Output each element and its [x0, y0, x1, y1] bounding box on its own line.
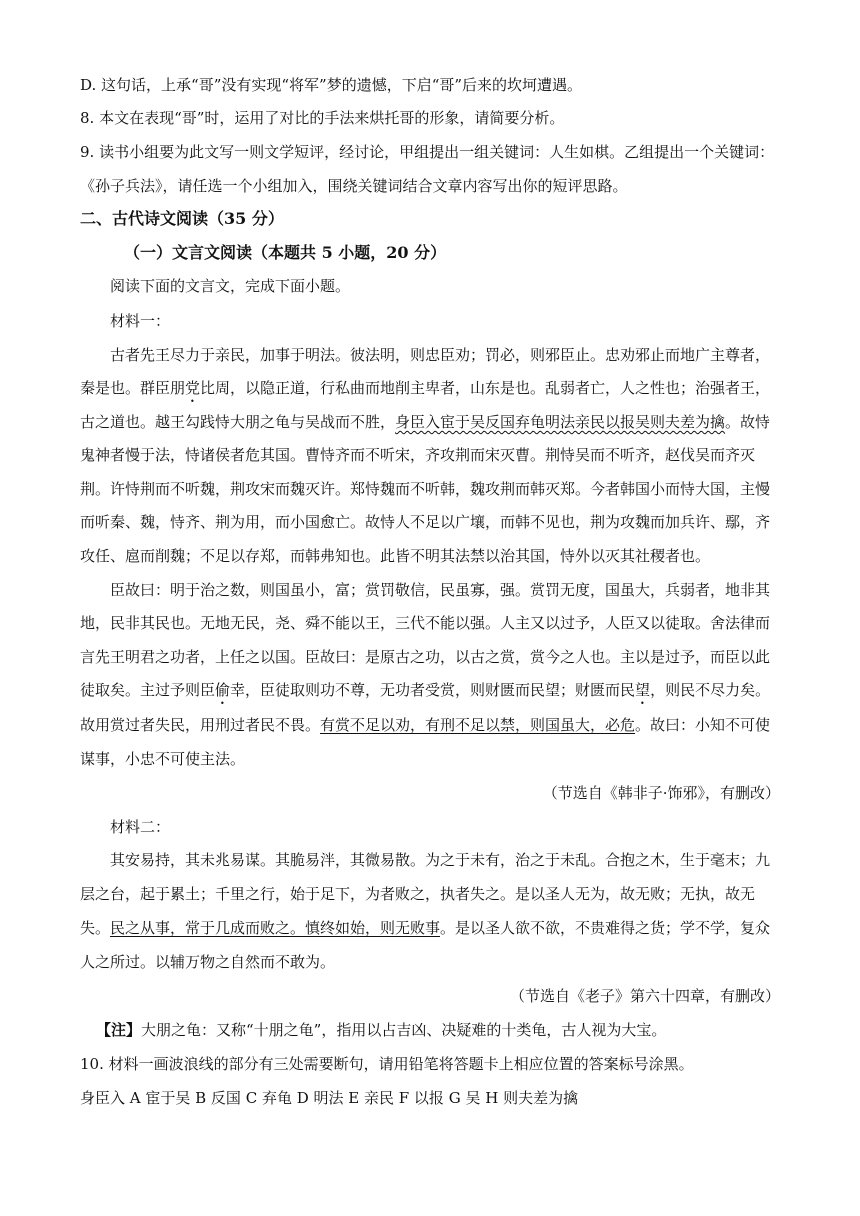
- underlined-sentence: 民之从事，常于几成而败之。慎终如始，则无败事: [110, 919, 441, 937]
- source-citation-2: （节选自《老子》第六十四章，有删改）: [509, 987, 780, 1005]
- material-1-text-line: 攻任、扈而削魏；不足以存郑，而韩弗知也。此皆不明其法禁以治其国，恃外以灭其社稷者也。: [80, 547, 711, 565]
- question-9-line-1: 9. 读书小组要为此文写一则文学短评，经讨论，甲组提出一组关键词：人生如棋。乙组提出一个关键词：: [80, 143, 775, 161]
- question-8: 8. 本文在表现“哥”时，运用了对比的手法来烘托哥的形象，请简要分析。: [80, 109, 565, 127]
- question-10: 10. 材料一画波浪线的部分有三处需要断句，请用铅笔将答题卡上相应位置的答案标号涂黑。: [80, 1055, 694, 1073]
- material-2-text-line: 人之所过。以辅万物之自然而不敢为。: [80, 953, 336, 971]
- material-1-label: 材料一：: [110, 312, 171, 330]
- material-1-text-line: 古之道也。越王勾践恃大朋之龟与吴战而不胜，身臣入宦于吴反国弃龟明法亲民以报吴则夫差为擒。故恃: [80, 413, 771, 431]
- material-1-text-line: 臣故曰：明于治之数，则国虽小，富；赏罚敬信，民虽寡，强。赏罚无度，国虽大，兵弱者，地非其: [110, 581, 771, 599]
- note-tag: 【注】: [96, 1021, 142, 1039]
- material-1-text-line: 故用赏过者失民，用刑过者民不畏。有赏不足以劝，有刑不足以禁，则国虽大，必危。故曰：小知不可使: [80, 716, 771, 734]
- material-2-text-line: 其安易持，其未兆易谋。其脆易泮，其微易散。为之于未有，治之于未乱。合抱之木，生于毫末；九: [110, 851, 771, 869]
- question-10-options: 身臣入 A 宦于吴 B 反国 C 弃龟 D 明法 E 亲民 F 以报 G 吴 H 则夫差为擒: [80, 1089, 579, 1107]
- material-1-text-line: 言先王明君之功者，上任之以国。臣故曰：是原古之功，以古之赏，赏今之人也。主以是过予，而臣以此: [80, 648, 771, 666]
- material-1-text-line: 秦是也。群臣朋党比周，以隐正道，行私曲而地削主卑者，山东是也。乱弱者亡，人之性也；治强者王，: [80, 379, 771, 397]
- material-1-text-line: 徒取矣。主过予则臣偷幸，臣徒取则功不尊，无功者受赏，则财匮而民望；财匮而民望，则民不尽力矣。: [80, 681, 771, 699]
- material-2-text-line: 失。民之从事，常于几成而败之。慎终如始，则无败事。是以圣人欲不欲，不贵难得之货；学不学，复众: [80, 919, 771, 937]
- material-2-text-line: 层之台，起于累土；千里之行，始于足下，为者败之，执者失之。是以圣人无为，故无败；无执，故无: [80, 885, 756, 903]
- instruction: 阅读下面的文言文，完成下面小题。: [110, 277, 351, 295]
- material-1-text-line: 荆。许恃荆而不听魏，荆攻宋而魏灭许。郑恃魏而不听韩，魏攻荆而韩灭郑。今者韩国小而恃大国，主慢: [80, 480, 771, 498]
- question-9-line-2: 《孙子兵法》，请任选一个小组加入，围绕关键词结合文章内容写出你的短评思路。: [80, 177, 628, 195]
- option-d: D. 这句话，上承“哥”没有实现“将军”梦的遗憾，下启“哥”后来的坎坷遭遇。: [80, 76, 583, 94]
- emphasized-char: 望: [635, 681, 651, 699]
- section-heading: 二、古代诗文阅读（35 分）: [80, 209, 284, 228]
- material-1-text-line: 鬼神者慢于法，恃诸侯者危其国。曹恃齐而不听宋，齐攻荆而宋灭曹。荆恃吴而不听齐，赵伐吴而齐灭: [80, 446, 756, 464]
- material-1-text-line: 地，民非其民也。无地无民，尧、舜不能以王，三代不能以强。人主又以过予，人臣又以徒取。舍法律而: [80, 614, 771, 632]
- annotation-note: 【注】大朋之龟：又称“十朋之龟”，指用以占吉凶、决疑难的十类龟，古人视为大宝。: [96, 1021, 667, 1039]
- material-1-text-line: 谋事，小忠不可使主法。: [80, 750, 246, 768]
- wavy-underlined-passage: 身臣入宦于吴反国弃龟明法亲民以报吴则夫差为擒: [395, 413, 726, 431]
- subsection-heading: （一）文言文阅读（本题共 5 小题，20 分）: [124, 243, 447, 262]
- emphasized-char: 党: [185, 379, 201, 397]
- material-2-label: 材料二：: [110, 818, 171, 836]
- material-1-text-line: 古者先王尽力于亲民，加事于明法。彼法明，则忠臣劝；罚必，则邪臣止。忠劝邪止而地广主尊者，: [110, 346, 771, 364]
- material-1-text-line: 而听秦、魏，恃齐、荆为用，而小国愈亡。故恃人不足以广壤，而韩不见也，荆为攻魏而加兵许、鄢，齐: [80, 513, 771, 531]
- emphasized-char: 偷: [215, 681, 231, 699]
- source-citation-1: （节选自《韩非子·饰邪》，有删改）: [542, 784, 780, 802]
- underlined-sentence: 有赏不足以劝，有刑不足以禁，则国虽大，必危: [320, 716, 636, 734]
